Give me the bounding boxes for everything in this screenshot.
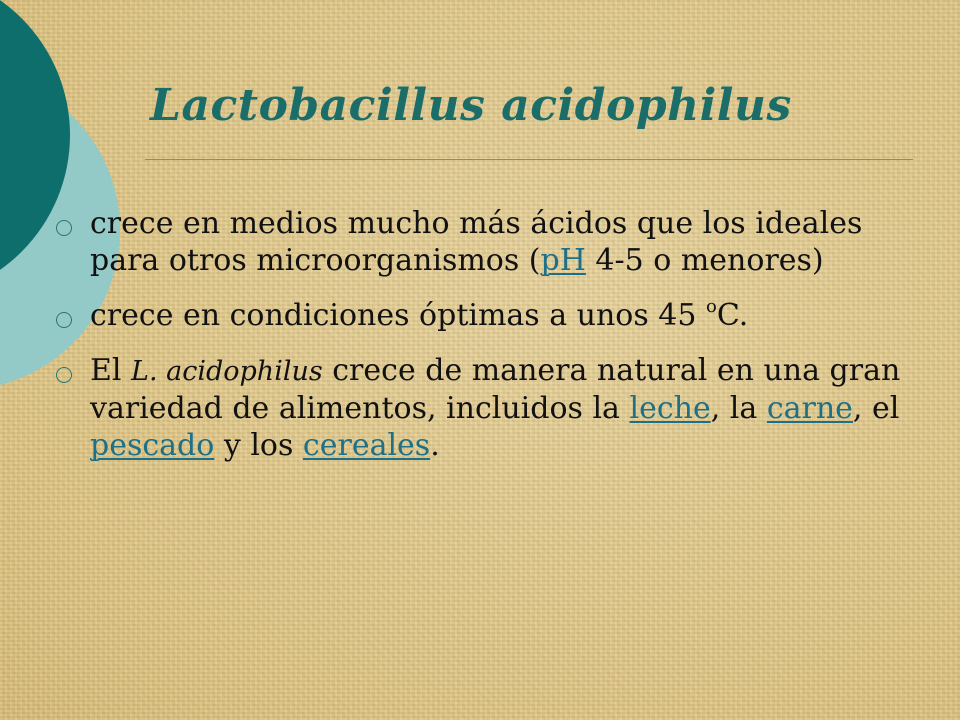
bullet-text-part: 4-5 o menores) [585,243,824,278]
species-name: L. acidophilus [131,356,323,387]
bullet-text-part: El [90,353,132,388]
slide-title: Lactobacillus acidophilus [150,80,792,131]
hollow-circle-icon [56,312,72,328]
leche-link[interactable]: leche [629,391,711,426]
pescado-link[interactable]: pescado [90,428,215,463]
bullet-text-part: C. [716,298,749,333]
cereales-link[interactable]: cereales [302,428,431,463]
carne-link[interactable]: carne [766,391,853,426]
bullet-text-part: crece de manera natural en una gran variedad de alimentos, incluidos la [90,353,901,426]
bullet-text [90,205,916,279]
bullet-text-part: crece en condiciones óptimas a unos 45 [90,298,706,333]
ph-link[interactable]: pH [540,243,586,278]
bullet-item-foods [56,352,916,464]
bullet-text-part: , el [852,391,900,426]
hollow-circle-icon [56,220,72,236]
bullet-text-part: crece en medios mucho más ácidos que los ideales para otros microorganismos ( [90,206,863,278]
bullet-text-part: . [430,428,440,463]
hollow-circle-icon [56,367,72,383]
bullet-text-part: y los [214,428,303,463]
title-divider [145,159,913,160]
bullet-item-acidity [56,205,916,279]
bullet-item-temperature [56,297,916,334]
bullet-list [56,205,916,482]
bullet-text [90,352,916,464]
bullet-text [90,297,916,334]
degree-symbol: o [706,296,717,317]
bullet-text-part: , la [710,391,767,426]
